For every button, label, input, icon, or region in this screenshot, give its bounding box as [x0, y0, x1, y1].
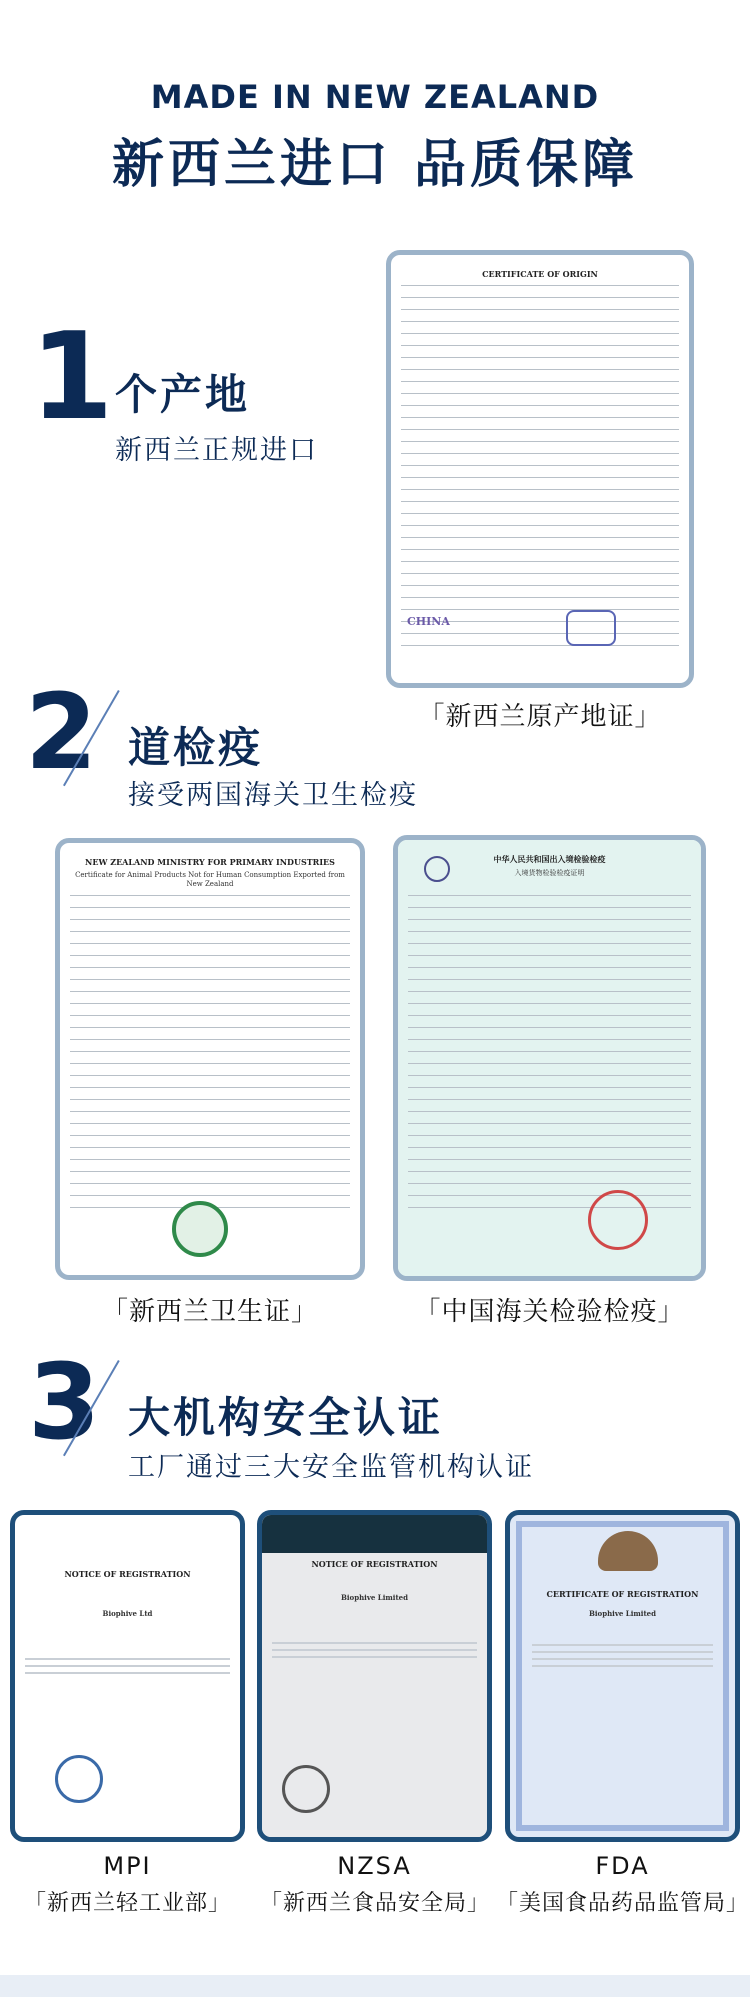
- nzsa-cert-heading: NOTICE OF REGISTRATION: [311, 1559, 438, 1569]
- section1-title: 个产地: [115, 370, 251, 419]
- fda-caption: 「美国食品药品监管局」: [495, 1891, 749, 1916]
- fda-label: FDA: [595, 1852, 650, 1880]
- mpi-cert-heading: NOTICE OF REGISTRATION: [64, 1569, 191, 1579]
- nzsa-cert-company: Biophive Limited: [340, 1593, 409, 1602]
- customs-emblem-icon: [424, 856, 450, 882]
- nzsa-round-seal-icon: [282, 1765, 330, 1813]
- nz-health-cert-subheading: Certificate for Animal Products Not for Human Consumption Exported from New Zealand: [75, 871, 345, 889]
- certificate-of-origin-image: [386, 250, 694, 688]
- mpi-round-seal-icon: [55, 1755, 103, 1803]
- mpi-certificate-image: [10, 1510, 245, 1842]
- nz-mpi-seal-icon: [172, 1201, 228, 1257]
- mpi-caption: 「新西兰轻工业部」: [23, 1891, 231, 1916]
- nz-health-certificate-image: [55, 838, 365, 1280]
- section3-subtitle: 工厂通过三大安全监管机构认证: [128, 1452, 534, 1483]
- section2-number: 2: [25, 671, 98, 793]
- header-title-cn: 新西兰进口 品质保障: [111, 135, 639, 195]
- section2-left-caption: 「新西兰卫生证」: [101, 1297, 318, 1327]
- section2-right-caption: 「中国海关检验检疫」: [414, 1297, 685, 1327]
- fda-cert-heading: CERTIFICATE OF REGISTRATION: [546, 1589, 699, 1599]
- mpi-cert-company: Biophive Ltd: [102, 1609, 153, 1618]
- mpi-label: MPI: [103, 1852, 152, 1880]
- header-title-en: MADE IN NEW ZEALAND: [150, 78, 600, 116]
- section1-subtitle: 新西兰正规进口: [115, 435, 318, 466]
- certificate-country-stamp: CHINA: [407, 615, 450, 628]
- nzsa-label: NZSA: [337, 1852, 412, 1880]
- bottom-decorative-band: [0, 1975, 750, 1997]
- nzsa-caption: 「新西兰食品安全局」: [259, 1891, 490, 1916]
- section2-subtitle: 接受两国海关卫生检疫: [128, 780, 418, 811]
- section1-number: 1: [30, 308, 114, 447]
- red-seal-icon: [588, 1190, 648, 1250]
- stamp-seal-icon: [566, 610, 616, 646]
- section3-title: 大机构安全认证: [128, 1393, 444, 1442]
- section1-caption: 「新西兰原产地证」: [418, 702, 662, 732]
- section3-number: 3: [28, 1341, 101, 1463]
- fda-certificate-image: [505, 1510, 740, 1842]
- nzsa-header-band: [262, 1515, 487, 1553]
- section2-title: 道检疫: [128, 723, 264, 772]
- certificate-of-origin-heading: CERTIFICATE OF ORIGIN: [482, 269, 598, 279]
- fda-cert-company: Biophive Limited: [588, 1609, 657, 1618]
- china-customs-certificate-image: [393, 835, 706, 1281]
- nzsa-certificate-image: [257, 1510, 492, 1842]
- china-customs-heading: 中华人民共和国出入境检验检疫: [493, 855, 606, 864]
- eagle-emblem-icon: [598, 1531, 658, 1571]
- china-customs-subheading: 入境货物检验检疫证明: [514, 869, 585, 877]
- nz-health-cert-heading: NEW ZEALAND MINISTRY FOR PRIMARY INDUSTRIES: [85, 857, 335, 867]
